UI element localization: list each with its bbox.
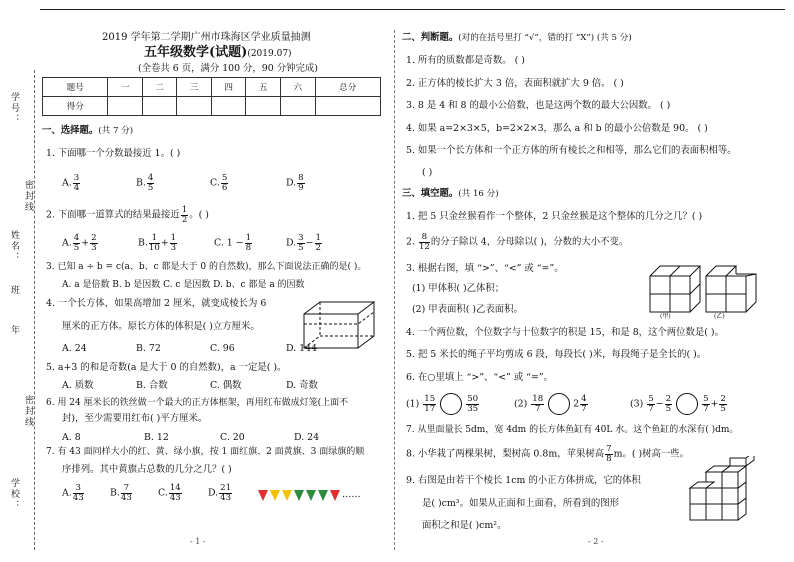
option-letter: D.	[286, 237, 297, 249]
table-cell: 六	[280, 78, 315, 97]
q1-2-option-b[interactable]	[138, 234, 178, 252]
numerator: 1	[149, 234, 160, 244]
option-letter: A.	[62, 237, 72, 249]
denominator: 43	[72, 492, 84, 503]
red-flag-icon	[330, 490, 340, 501]
green-flag-icon	[306, 490, 316, 501]
denominator: 7	[581, 403, 587, 414]
exam-title: 2019 学年第二学期广州市珠海区学业质量抽测	[102, 32, 311, 43]
denominator: 43	[220, 492, 232, 503]
fraction	[147, 174, 154, 192]
fill-q5: 5. 把 5 米长的绳子平均剪成 6 段，每段长( )米，每段绳子是全长的( )。	[406, 349, 707, 360]
table-cell: 总分	[315, 78, 381, 97]
cube-stack-figure	[646, 258, 786, 320]
q1-4-option-c[interactable]: C. 96	[210, 343, 235, 354]
denominator: 5	[73, 242, 80, 253]
q1-1-option-c[interactable]	[210, 174, 229, 192]
q1-6-option-b[interactable]: B. 12	[144, 432, 169, 443]
q1-6-option-a[interactable]: A. 8	[62, 432, 81, 443]
score-cell[interactable]	[142, 97, 177, 116]
yellow-flag-icon	[270, 490, 280, 501]
denominator: 5	[665, 403, 672, 414]
yellow-flag-icon	[282, 490, 292, 501]
fill-q8	[406, 445, 689, 463]
option-letter: A.	[62, 177, 72, 189]
fraction	[219, 484, 232, 502]
fill-q6-part3	[630, 393, 728, 415]
numerator: 1	[245, 233, 252, 243]
grade-label: 年	[9, 325, 19, 336]
q1-7-option-b[interactable]	[110, 484, 133, 502]
subject-title: 五年级数学(试题)	[144, 45, 248, 60]
operator: −	[655, 398, 664, 410]
q1-1-option-a[interactable]	[62, 174, 81, 192]
compare-circle[interactable]	[440, 393, 462, 415]
denominator: 3	[91, 242, 97, 253]
q1-6-option-d[interactable]: D. 24	[294, 432, 320, 443]
judge-item-1: 1. 所有的质数都是奇数。 ( )	[406, 55, 525, 66]
q1-2-option-a[interactable]	[62, 234, 99, 252]
fill-q6-part2	[514, 393, 589, 415]
fraction	[665, 395, 672, 413]
judge-item-4: 4. 如果 a=2×3×5，b=2×2×3，那么 a 和 b 的最小公倍数是 90。 ( )	[406, 123, 708, 134]
figure-caption-a: (甲)	[660, 313, 671, 320]
q1-7-line2: 序排列。其中黄旗占总数的几分之几？( )	[62, 464, 232, 475]
fill-q3-line2: (1) 甲体积( )乙体积；	[412, 283, 505, 294]
section2-score: (对的在括号里打 “√”，错的打 “X”) (共 5 分)	[458, 33, 632, 43]
question-text: 8. 小华栽了两棵果树，梨树高 0.8m，苹果树高	[406, 448, 605, 460]
operator: −	[305, 237, 314, 249]
option-letter: B.	[138, 237, 148, 249]
numerator: 3	[298, 233, 304, 243]
fraction	[73, 174, 80, 192]
numerator: 2	[665, 393, 672, 404]
fraction	[419, 233, 430, 251]
fill-q4: 4. 一个两位数，个位数字与十位数字的积是 15，和是 8，这个两位数是( )。	[406, 327, 724, 338]
fraction	[719, 395, 726, 413]
q1-6-option-c[interactable]: C. 20	[220, 432, 245, 443]
denominator: 5	[720, 403, 726, 414]
cubes-figure	[684, 456, 764, 528]
section3-title: 三、填空题。	[402, 188, 459, 199]
q1-7-option-d[interactable]	[208, 484, 233, 502]
question-text: 2. 下面哪一道算式的结果最接近	[46, 209, 180, 221]
score-cell[interactable]	[315, 97, 381, 116]
q1-5-option-d[interactable]: D. 奇数	[286, 380, 318, 391]
fraction	[297, 234, 304, 252]
q1-7-line1: 7. 有 43 面同样大小的红、黄、绿小旗，按 1 面红旗、2 面黄旗、3 面绿旗的顺	[46, 447, 365, 457]
denominator: 2	[315, 242, 321, 253]
top-rule	[40, 9, 785, 10]
green-flag-icon	[318, 490, 328, 501]
table-cell: 得分	[43, 97, 108, 116]
q1-1-option-d[interactable]	[286, 174, 306, 192]
score-cell[interactable]	[280, 97, 315, 116]
question-text: m。( )树高一些。	[613, 448, 689, 460]
section2-heading	[402, 33, 632, 43]
denominator: 8	[606, 453, 612, 464]
fraction	[170, 234, 177, 252]
fraction	[531, 395, 544, 413]
table-cell: 题号	[43, 78, 108, 97]
operator: +	[160, 237, 169, 249]
denominator: 43	[120, 492, 132, 503]
q1-3-text: 3. 已知 a ÷ b = c(a、b、c 都是大于 0 的自然数)，那么下面说法正确的是( )。	[46, 262, 367, 272]
part-label: (3)	[630, 398, 644, 410]
q1-4-line1: 4. 一个长方体，如果高增加 2 厘米，就变成棱长为 6	[46, 298, 267, 309]
numerator: 4	[73, 233, 80, 243]
flag-sequence	[258, 490, 361, 504]
section1-title: 一、选择题。	[42, 125, 99, 136]
option-letter: A.	[62, 487, 72, 499]
numerator: 7	[121, 484, 132, 494]
q1-5-text: 5. a+3 的和是奇数(a 是大于 0 的自然数)，a 一定是( )。	[46, 362, 287, 373]
fill-q9-line2: 是( )cm³。如果从正面和上面看，所看到的图形	[422, 498, 619, 509]
numerator: 3	[73, 173, 80, 183]
q1-4-line2: 厘米的正方体。原长方体的体积是( )立方厘米。	[62, 321, 260, 332]
denominator: 7	[648, 403, 654, 414]
fraction	[297, 174, 304, 192]
judge-item-3: 3. 8 是 4 和 8 的最小公倍数，也是这两个数的最大公因数。 ( )	[406, 100, 671, 111]
page-number-1: - 1 -	[190, 537, 206, 546]
binding-line	[34, 70, 35, 550]
q1-4-option-b[interactable]: B. 72	[136, 343, 161, 354]
q1-2-option-d[interactable]	[286, 234, 323, 252]
green-flag-icon	[294, 490, 304, 501]
binding-label: 密封线	[23, 180, 33, 213]
section3-heading	[402, 189, 499, 199]
school-label: 学校：	[9, 478, 19, 511]
fraction	[221, 174, 228, 192]
page-divider	[394, 30, 395, 550]
denominator: 7	[535, 403, 541, 414]
denominator: 4	[73, 182, 80, 193]
q1-4-option-a[interactable]: A. 24	[62, 343, 87, 354]
numerator: 1	[181, 205, 188, 215]
numerator: 2	[720, 393, 726, 404]
figure-caption-b: (乙)	[714, 313, 725, 320]
fill-q6-part1	[406, 393, 480, 415]
table-cell: 二	[142, 78, 177, 97]
fraction	[169, 484, 182, 502]
table-cell: 五	[246, 78, 281, 97]
denominator: 7	[703, 403, 709, 414]
denominator: 5	[298, 242, 304, 253]
fill-q3-line3: (2) 甲表面积( )乙表面积。	[412, 304, 523, 315]
cuboid-figure	[300, 296, 380, 352]
fraction	[702, 395, 709, 413]
operator: +	[710, 398, 719, 410]
page-number-2: - 2 -	[588, 537, 604, 546]
fraction	[605, 445, 612, 463]
fraction	[90, 234, 97, 252]
score-cell[interactable]	[246, 97, 281, 116]
option-letter: B.	[136, 177, 146, 189]
score-table	[42, 77, 381, 116]
numerator: 7	[606, 444, 612, 454]
compare-circle[interactable]	[548, 393, 570, 415]
flag-ellipsis: ……	[342, 489, 361, 500]
q1-7-option-c[interactable]	[158, 484, 183, 502]
fraction	[121, 484, 132, 502]
exam-info: (全卷共 6 页，满分 100 分，90 分钟完成)	[138, 63, 318, 74]
denominator: 6	[221, 182, 228, 193]
q1-3-options[interactable]: A. a 是倍数 B. b 是因数 C. c 是因数 D. b、c 都是 a 的因数	[62, 280, 305, 290]
denominator: 3	[170, 242, 177, 253]
table-cell: 三	[177, 78, 212, 97]
numerator: 5	[221, 173, 228, 183]
denominator: 5	[147, 182, 154, 193]
fraction	[149, 234, 160, 252]
subject-line	[144, 46, 292, 60]
numerator: 5	[703, 393, 709, 404]
denominator: 12	[418, 241, 430, 252]
q1-2-text	[46, 206, 209, 224]
option-letter: D.	[208, 487, 219, 499]
numerator: 21	[220, 483, 232, 493]
question-text: 的分子除以 4，分母除以( )，分数的大小不变。	[430, 236, 629, 248]
fill-q9-line1: 9. 右图是由若干个棱长 1cm 的小正方体拼成，它的体积	[406, 475, 641, 486]
q1-5-option-c[interactable]: C. 偶数	[210, 380, 242, 391]
denominator: 10	[148, 242, 160, 253]
fill-q2	[406, 233, 628, 251]
denominator: 17	[424, 403, 436, 414]
q1-5-option-b[interactable]: B. 合数	[136, 380, 168, 391]
binding-label-2: 密封线	[23, 395, 33, 428]
student-number-label: 学号：	[9, 92, 19, 125]
q1-4-option-d[interactable]: D. 144	[286, 343, 318, 354]
judge-item-5-blank[interactable]: ( )	[422, 167, 433, 178]
question-text: 。( )	[189, 209, 209, 221]
question-number: 2.	[406, 236, 415, 248]
fill-q1: 1. 把 5 只金丝猴看作一个整体，2 只金丝猴是这个整体的几分之几？( )	[406, 211, 703, 222]
q1-5-option-a[interactable]: A. 质数	[62, 380, 94, 391]
score-table-header-row	[43, 78, 381, 97]
numerator: 50	[467, 393, 479, 404]
numerator: 1	[315, 233, 321, 243]
fraction	[245, 234, 252, 252]
judge-item-2: 2. 正方体的棱长扩大 3 倍，表面积就扩大 9 倍。 ( )	[406, 78, 624, 89]
numerator: 3	[73, 484, 84, 494]
denominator: 43	[169, 492, 181, 503]
score-cell[interactable]	[177, 97, 212, 116]
numerator: 14	[169, 483, 181, 493]
denominator: 9	[298, 182, 304, 193]
fraction	[466, 395, 479, 413]
section1-heading	[42, 126, 133, 136]
fraction	[73, 234, 80, 252]
numerator: 2	[91, 233, 97, 243]
table-cell: 一	[108, 78, 143, 97]
fill-q3-line1: 3. 根据右图，填 “>”、“<” 或 “=”。	[406, 263, 564, 274]
numerator: 5	[648, 393, 654, 404]
option-letter: C. 1 −	[214, 237, 244, 249]
judge-item-5: 5. 如果一个长方体和一个正方体的所有棱长之和相等，那么它们的表面积相等。	[406, 145, 737, 156]
fill-q6-text: 6. 在○里填上 “>”、“<” 或 “=”。	[406, 372, 553, 383]
fraction	[73, 484, 84, 502]
score-cell[interactable]	[108, 97, 143, 116]
numerator: 4	[581, 393, 587, 404]
fill-q7: 7. 从里面量长 5dm，宽 4dm 的长方体鱼缸有 40L 水。这个鱼缸的水深有( )dm。	[406, 425, 739, 435]
fraction	[647, 395, 654, 413]
fill-q9-line3: 面积之和是( )cm²。	[422, 520, 507, 531]
denominator: 35	[467, 403, 479, 414]
denominator: 2	[181, 214, 188, 225]
section1-score: (共 7 分)	[98, 126, 134, 136]
fraction	[181, 206, 188, 224]
numerator: 4	[147, 173, 154, 183]
q1-2-option-c[interactable]	[214, 234, 253, 252]
compare-circle[interactable]	[676, 393, 698, 415]
q1-1-option-b[interactable]	[136, 174, 155, 192]
score-cell[interactable]	[211, 97, 246, 116]
option-letter: C.	[158, 487, 168, 499]
numerator: 18	[532, 393, 544, 404]
numerator: 8	[419, 233, 430, 243]
numerator: 15	[424, 393, 436, 404]
q1-7-option-a[interactable]	[62, 484, 85, 502]
fraction	[423, 395, 436, 413]
score-table-score-row	[43, 97, 381, 116]
part-label: (1)	[406, 398, 420, 410]
option-letter: D.	[286, 177, 297, 189]
red-flag-icon	[258, 490, 268, 501]
part-label: (2)	[514, 398, 528, 410]
section3-score: (共 16 分)	[458, 189, 499, 199]
whole-number: 2	[573, 398, 580, 410]
q1-6-line1: 6. 用 24 厘米长的铁丝做一个最大的正方体框架，再用红布做成灯笼(上面不	[46, 398, 349, 408]
operator: +	[81, 237, 90, 249]
fraction	[315, 234, 322, 252]
name-label: 姓名：	[9, 230, 19, 263]
class-label: 班	[9, 285, 19, 296]
fraction	[580, 395, 587, 413]
table-cell: 四	[211, 78, 246, 97]
q1-6-line2: 封)，至少需要用红布( )平方厘米。	[62, 413, 208, 424]
option-letter: C.	[210, 177, 220, 189]
denominator: 8	[245, 242, 252, 253]
numerator: 1	[170, 233, 177, 243]
section2-title: 二、判断题。	[402, 32, 459, 43]
exam-date: (2019.07)	[247, 49, 292, 59]
option-letter: B.	[110, 487, 120, 499]
q1-1-text: 1. 下面哪一个分数最接近 1。( )	[46, 148, 181, 159]
numerator: 8	[298, 173, 304, 183]
